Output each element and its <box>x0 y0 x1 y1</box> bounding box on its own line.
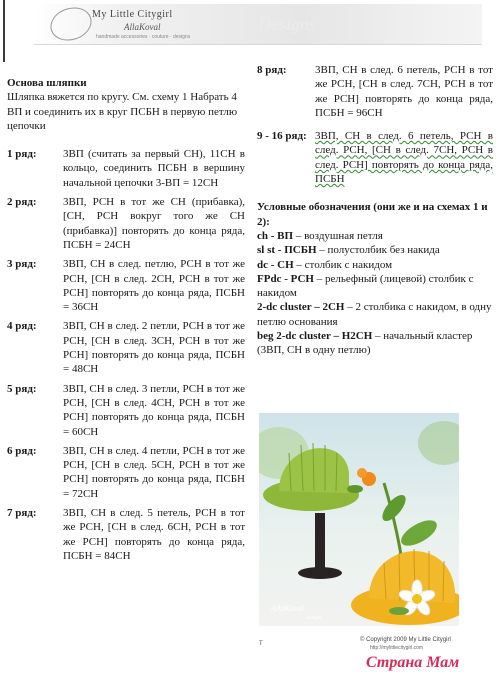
hats-illustration <box>259 413 459 626</box>
row-text: 3ВП, СН в след. петлю, РСН в тот же РСН, [СН в след. 2СН, РСН в тот же РСН] повторять до конца ряда, ПСБН = 36СН <box>63 258 245 314</box>
copyright-text: © Copyright 2009 My Little Citygirl <box>360 637 451 643</box>
instruction-row <box>7 257 245 314</box>
row-text: 3ВП, СН в след. 2 петли, РСН в тот же РСН, [СН в след. 3СН, РСН в тот же РСН] повторять до конца ряда, ПСБН = 48СН <box>63 320 245 376</box>
logo-signature: AllaKoval <box>124 22 161 32</box>
legend-item <box>257 243 493 257</box>
row-label: 7 ряд: <box>7 507 37 520</box>
legend-item <box>257 272 493 301</box>
row-label: 6 ряд: <box>7 444 37 457</box>
legend-desc: – столбик с накидом <box>293 258 393 271</box>
copyright-url: http://mylittlecitygirl.com <box>370 645 424 651</box>
legend-term: 2-dc cluster – 2СН <box>257 301 345 314</box>
legend-desc: – 2 столбика с накидом, в одну петлю основания <box>257 301 492 328</box>
row-text: 3ВП (считать за первый СН), 11СН в кольцо, соединить ПСБН в вершину начальной цепочки 3-ВП = 12СН <box>63 148 245 189</box>
row-text: 3ВП, СН в след. 3 петли, РСН в тот же РСН, [СН в след. 4СН, РСН в тот же РСН] повторять до конца ряда, ПСБН = 60СН <box>63 382 245 438</box>
legend-item <box>257 258 493 272</box>
photo-watermark-sub: designs <box>307 616 322 621</box>
legend-desc: – начальный кластер (3ВП, СН в одну петлю) <box>257 330 473 357</box>
photo-watermark: AllaKoval <box>271 604 304 613</box>
legend-item <box>257 300 493 329</box>
instruction-row <box>7 382 245 439</box>
row-label: 5 ряд: <box>7 382 37 395</box>
instruction-row <box>7 195 245 252</box>
legend-term: dc - СН <box>257 258 294 271</box>
hats-photo <box>259 413 459 626</box>
row-text: 3ВП, СН в след. 6 петель, РСН в тот же РСН, [СН в след. 7СН, РСН в тот же РСН] повторять до конца ряда, ПСБН = 96СН <box>315 64 493 119</box>
legend-term: sl st - ПСБН <box>257 244 317 257</box>
instruction-row <box>7 506 245 563</box>
left-margin-rule <box>3 0 5 62</box>
photo-caption: T <box>259 641 263 647</box>
legend-item <box>257 329 493 358</box>
intro-paragraph: Шляпка вяжется по кругу. См. схему 1 Набрать 4 ВП и соединить их в круг ПСБН в первую петлю цепочки <box>7 91 238 132</box>
row-label: 1 ряд: <box>7 148 37 161</box>
row-label: 8 ряд: <box>257 64 287 76</box>
legend-list <box>257 229 493 358</box>
legend-desc: – полустолбик без накида <box>316 244 440 257</box>
legend-desc: – воздушная петля <box>293 229 383 242</box>
legend-desc: – рельефный (лицевой) столбик с накидом <box>257 272 474 300</box>
legend-title: Условные обозначения (они же и на схемах 1 и 2): <box>257 201 488 228</box>
legend-term: ch - ВП <box>257 229 294 242</box>
instruction-row <box>7 444 245 501</box>
instruction-row <box>7 147 245 190</box>
legend-item <box>257 229 493 243</box>
legend-term: beg 2-dc cluster – Н2СН <box>257 330 373 343</box>
right-column <box>257 63 493 358</box>
header-watermark: Designs <box>258 14 316 34</box>
logo-tagline: handmade accessories · couture · designs <box>96 34 191 40</box>
row-text: 3ВП, СН в след. 5 петель, РСН в тот же РСН, [СН в след. 6СН, РСН в тот же РСН] повторять до конца ряда, ПСБН = 84СН <box>63 507 245 562</box>
logo-text: My Little Citygirl <box>92 9 173 20</box>
row-label: 3 ряд: <box>7 258 37 271</box>
instruction-row <box>257 129 493 186</box>
instruction-row <box>257 63 493 120</box>
site-watermark: Страна Мам <box>366 654 460 671</box>
row-text: 3ВП, СН в след. 4 петли, РСН в тот же РСН, [СН в след. 5СН, РСН в тот же РСН] повторять до конца ряда, ПСБН = 72СН <box>63 444 245 500</box>
section-title: Основа шляпки <box>7 77 87 89</box>
row-text: 3ВП, РСН в тот же СН (прибавка), [СН, РСН вокруг того же СН (прибавка)] повторять до конца ряда, ПСБН = 24СН <box>63 196 245 251</box>
row-label: 2 ряд: <box>7 196 37 209</box>
legend-term: FPdc - РСН <box>257 272 314 285</box>
row-label: 4 ряд: <box>7 320 37 333</box>
row-label: 9 - 16 ряд: <box>257 130 307 143</box>
left-column <box>7 76 245 563</box>
instruction-row <box>7 319 245 376</box>
row-text: 3ВП, СН в след. 6 петель, РСН в след. РСН, [СН в след. 7СН, РСН в след. РСН] повторять до конца ряда, ПСБН <box>315 130 493 186</box>
